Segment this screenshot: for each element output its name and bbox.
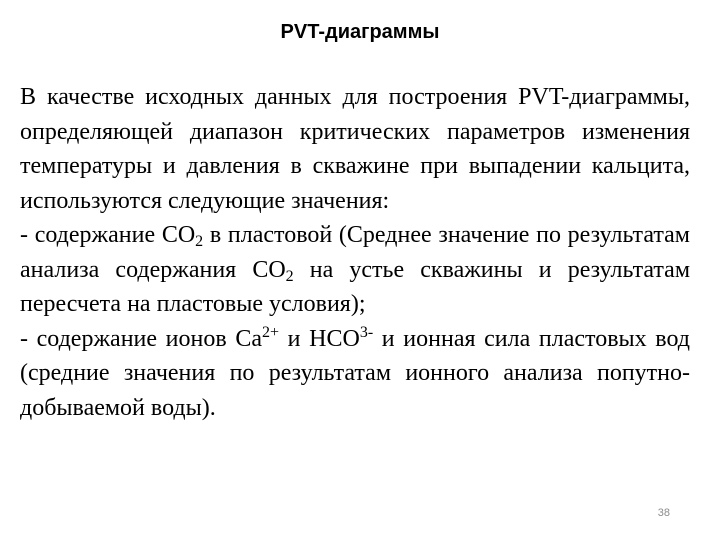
item1-subscript-b: 2 (285, 267, 294, 285)
item2-superscript-a: 2+ (262, 323, 280, 341)
slide-body (20, 80, 690, 425)
item1-text-c: на устье скважины и результатам пересчета на пластовые условия); (20, 256, 691, 317)
item1-text-b: в пластовой (Среднее значение по результатам анализа содержания CO (20, 222, 690, 283)
item2-text-c: и ионная сила пластовых вод (средние значения по результатам ионного анализа попутно-добываемой воды). (20, 325, 690, 421)
item2-text-a: - содержание ионов Ca (20, 325, 262, 352)
item2-text-b: и HCO (279, 325, 360, 352)
bullet-item-ions (20, 322, 690, 426)
item1-subscript-a: 2 (195, 233, 204, 250)
slide-title: PVT-диаграммы (280, 21, 440, 43)
item1-text-a: - содержание CO (20, 222, 196, 248)
item2-superscript-b: 3- (359, 323, 374, 341)
page-number: 38 (657, 507, 670, 519)
bullet-item-co2 (20, 218, 690, 322)
intro-paragraph: В качестве исходных данных для построения PVT-диаграммы, определяющей диапазон критических параметров изменения температуры и давления в скважине при выпадении кальцита, используются следующие значения: (20, 84, 690, 214)
